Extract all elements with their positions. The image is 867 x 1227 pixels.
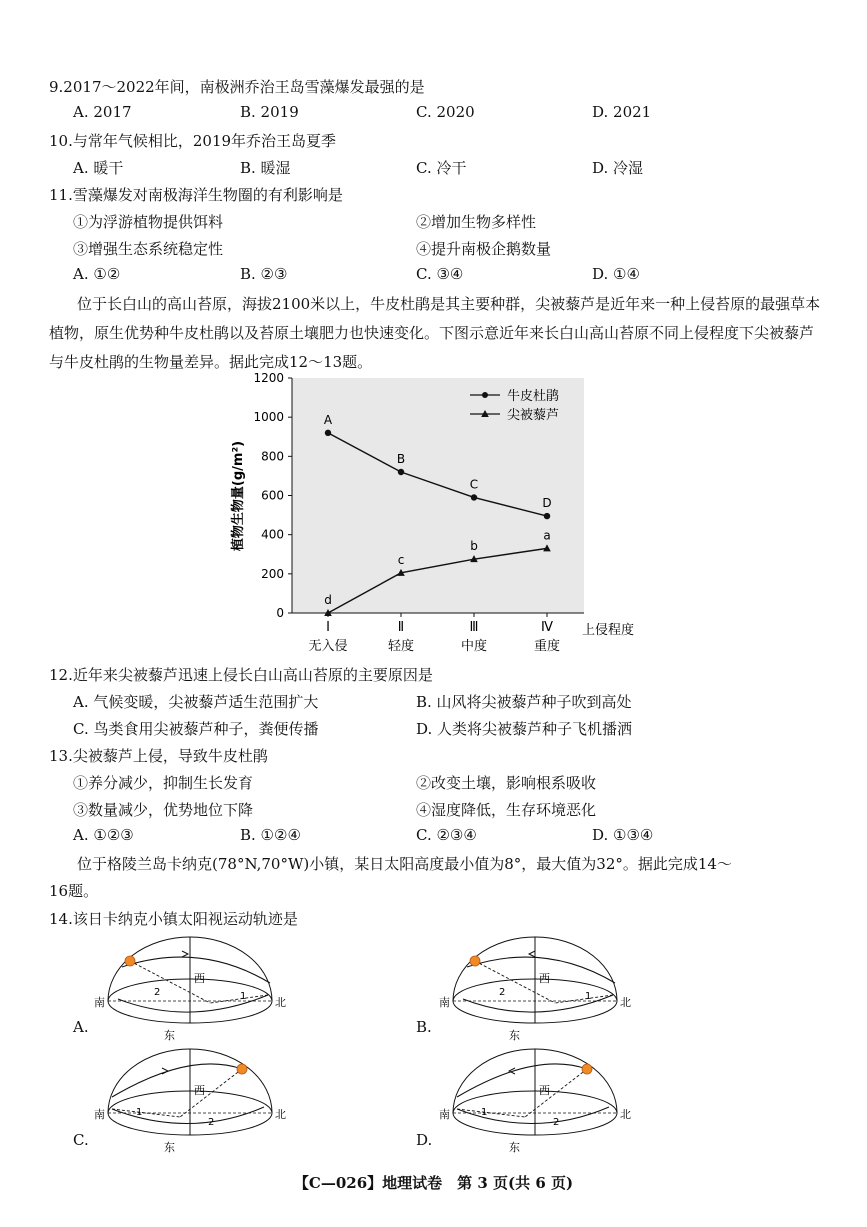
y-tick-label: 800 xyxy=(261,449,284,464)
question-10-stem: 10.与常年气候相比，2019年乔治王岛夏季 xyxy=(49,132,337,150)
east-label: 东 xyxy=(164,1029,175,1041)
passage-2-line-2: 16题。 xyxy=(49,882,99,900)
x-tick-label: Ⅰ xyxy=(326,620,330,635)
q12-option-b: B. 山风将尖被藜芦种子吹到高处 xyxy=(416,693,632,711)
data-point xyxy=(471,494,477,500)
west-label: 西 xyxy=(194,972,205,985)
q11-option-d: D. ①④ xyxy=(592,265,640,283)
sun-icon xyxy=(470,956,480,966)
q10-option-b: B. 暖湿 xyxy=(240,159,291,177)
data-point xyxy=(544,513,550,519)
y-tick-label: 400 xyxy=(261,527,284,542)
south-label: 南 xyxy=(439,1108,450,1121)
y-tick-label: 1000 xyxy=(253,410,284,425)
x-tick-label: Ⅲ xyxy=(469,620,479,635)
sun-ray-min xyxy=(210,995,268,1003)
sun-orbit-upper xyxy=(457,1064,587,1097)
q14-option-d: D. xyxy=(416,1131,433,1149)
point-label: b xyxy=(470,539,478,554)
north-label: 北 xyxy=(275,1108,286,1121)
question-12-stem: 12.近年来尖被藜芦迅速上侵长白山高山苔原的主要原因是 xyxy=(49,666,433,684)
sun-ray-min xyxy=(555,995,613,1003)
q13-item-4: ④湿度降低，生存环境恶化 xyxy=(416,801,597,819)
north-label: 北 xyxy=(620,1108,631,1121)
north-label: 北 xyxy=(620,996,631,1009)
q13-item-1: ①养分减少，抑制生长发育 xyxy=(73,774,254,792)
q12-option-c: C. 鸟类食用尖被藜芦种子，粪便传播 xyxy=(73,720,319,738)
angle-1-label: 1 xyxy=(240,991,247,1002)
q9-option-c: C. 2020 xyxy=(416,103,475,121)
sun-icon xyxy=(582,1064,592,1074)
angle-2-label: 2 xyxy=(154,987,161,998)
q11-option-a: A. ①② xyxy=(73,265,121,283)
q9-option-a: A. 2017 xyxy=(73,103,132,121)
point-label: D xyxy=(542,496,552,511)
q10-option-c: C. 冷干 xyxy=(416,159,467,177)
south-label: 南 xyxy=(439,996,450,1009)
page-footer: 【C—026】地理试卷 第 3 页(共 6 页) xyxy=(293,1174,574,1192)
q13-option-a: A. ①②③ xyxy=(73,826,134,844)
legend-marker xyxy=(482,392,488,398)
orbit-direction-arrow xyxy=(162,1068,168,1074)
orbit-direction-arrow xyxy=(529,951,535,957)
question-13-stem: 13.尖被藜芦上侵，导致牛皮杜鹃 xyxy=(49,747,268,765)
question-9-stem: 9.2017～2022年间，南极洲乔治王岛雪藻爆发最强的是 xyxy=(49,78,425,96)
orbit-direction-arrow xyxy=(182,951,188,957)
q13-option-c: C. ②③④ xyxy=(416,826,477,844)
biomass-line-chart xyxy=(220,368,660,658)
legend-label: 尖被藜芦 xyxy=(507,408,560,423)
q11-item-1: ①为浮游植物提供饵料 xyxy=(73,213,224,231)
x-tick-label: Ⅳ xyxy=(541,620,553,635)
west-label: 西 xyxy=(539,1084,550,1097)
sun-path-diagram-a xyxy=(90,933,290,1041)
east-label: 东 xyxy=(509,1029,520,1041)
q10-option-d: D. 冷湿 xyxy=(592,159,644,177)
point-label: d xyxy=(324,593,332,607)
angle-2-label: 2 xyxy=(499,987,506,998)
sun-ray-max xyxy=(525,1069,587,1117)
y-tick-label: 0 xyxy=(276,606,284,620)
sun-orbit-lower xyxy=(457,1107,609,1124)
x-tick-sublabel: 重度 xyxy=(533,639,561,654)
q11-item-3: ③增强生态系统稳定性 xyxy=(73,240,224,258)
q11-item-2: ②增加生物多样性 xyxy=(416,213,537,231)
north-label: 北 xyxy=(275,996,286,1009)
q11-option-c: C. ③④ xyxy=(416,265,464,283)
sun-orbit-upper xyxy=(112,1064,242,1097)
passage-1: 位于长白山的高山苔原，海拔2100米以上，牛皮杜鹃是其主要种群，尖被藜芦是近年来一种上侵苔原的最强草本植物，原生优势种牛皮杜鹃以及苔原土壤肥力也快速变化。下图示意近年来长白山高山苔原不同上侵程度下尖被藜芦与牛皮杜鹃的生物量差异。据此完成12～13题。 xyxy=(49,295,821,371)
y-axis-label: 植物生物量(g/m²) xyxy=(231,440,246,552)
angle-1-label: 1 xyxy=(136,1107,143,1118)
q14-option-c: C. xyxy=(73,1131,89,1149)
q10-option-a: A. 暖干 xyxy=(73,159,124,177)
sun-orbit-lower xyxy=(112,1107,264,1124)
q11-item-4: ④提升南极企鹅数量 xyxy=(416,240,552,258)
angle-2-label: 2 xyxy=(553,1117,560,1128)
west-label: 西 xyxy=(194,1084,205,1097)
q13-option-b: B. ①②④ xyxy=(240,826,301,844)
question-14-stem: 14.该日卡纳克小镇太阳视运动轨迹是 xyxy=(49,910,298,928)
point-label: c xyxy=(397,552,405,567)
sun-icon xyxy=(237,1064,247,1074)
south-label: 南 xyxy=(94,996,105,1009)
sun-ray-max xyxy=(180,1069,242,1117)
q9-option-d: D. 2021 xyxy=(592,103,652,121)
q14-option-a: A. xyxy=(73,1018,89,1036)
south-label: 南 xyxy=(94,1108,105,1121)
x-tick-sublabel: 无入侵 xyxy=(308,639,348,654)
x-tick-sublabel: 中度 xyxy=(460,639,488,654)
sun-path-diagram-c xyxy=(90,1045,290,1153)
point-label: a xyxy=(543,528,551,543)
q13-item-3: ③数量减少，优势地位下降 xyxy=(73,801,254,819)
y-tick-label: 200 xyxy=(261,566,284,581)
q12-option-a: A. 气候变暖，尖被藜芦适生范围扩大 xyxy=(73,693,319,711)
question-11-stem: 11.雪藻爆发对南极海洋生物圈的有利影响是 xyxy=(49,186,343,204)
east-label: 东 xyxy=(164,1141,175,1153)
x-tick-label: Ⅱ xyxy=(397,620,405,635)
y-tick-label: 1200 xyxy=(253,371,284,385)
passage-2-line-1: 位于格陵兰岛卡纳克(78°N,70°W)小镇，某日太阳高度最小值为8°，最大值为32°。据此完成14～ xyxy=(77,855,732,873)
x-axis-label: 上侵程度 xyxy=(581,623,635,638)
q14-option-b: B. xyxy=(416,1018,432,1036)
q12-option-d: D. 人类将尖被藜芦种子飞机播洒 xyxy=(416,720,633,738)
sun-path-diagram-b xyxy=(435,933,635,1041)
data-point xyxy=(325,430,331,436)
q13-option-d: D. ①③④ xyxy=(592,826,654,844)
point-label: A xyxy=(323,412,333,427)
sun-icon xyxy=(125,956,135,966)
angle-1-label: 1 xyxy=(585,991,592,1002)
y-tick-label: 600 xyxy=(261,488,284,503)
point-label: C xyxy=(469,477,479,492)
east-label: 东 xyxy=(509,1141,520,1153)
angle-2-label: 2 xyxy=(208,1117,215,1128)
data-point xyxy=(398,469,404,475)
angle-1-label: 1 xyxy=(481,1107,488,1118)
q13-item-2: ②改变土壤，影响根系吸收 xyxy=(416,774,597,792)
sun-path-diagram-d xyxy=(435,1045,635,1153)
x-tick-sublabel: 轻度 xyxy=(387,639,415,654)
q11-option-b: B. ②③ xyxy=(240,265,288,283)
west-label: 西 xyxy=(539,972,550,985)
q9-option-b: B. 2019 xyxy=(240,103,299,121)
point-label: B xyxy=(396,452,406,466)
legend-label: 牛皮杜鹃 xyxy=(507,389,560,404)
